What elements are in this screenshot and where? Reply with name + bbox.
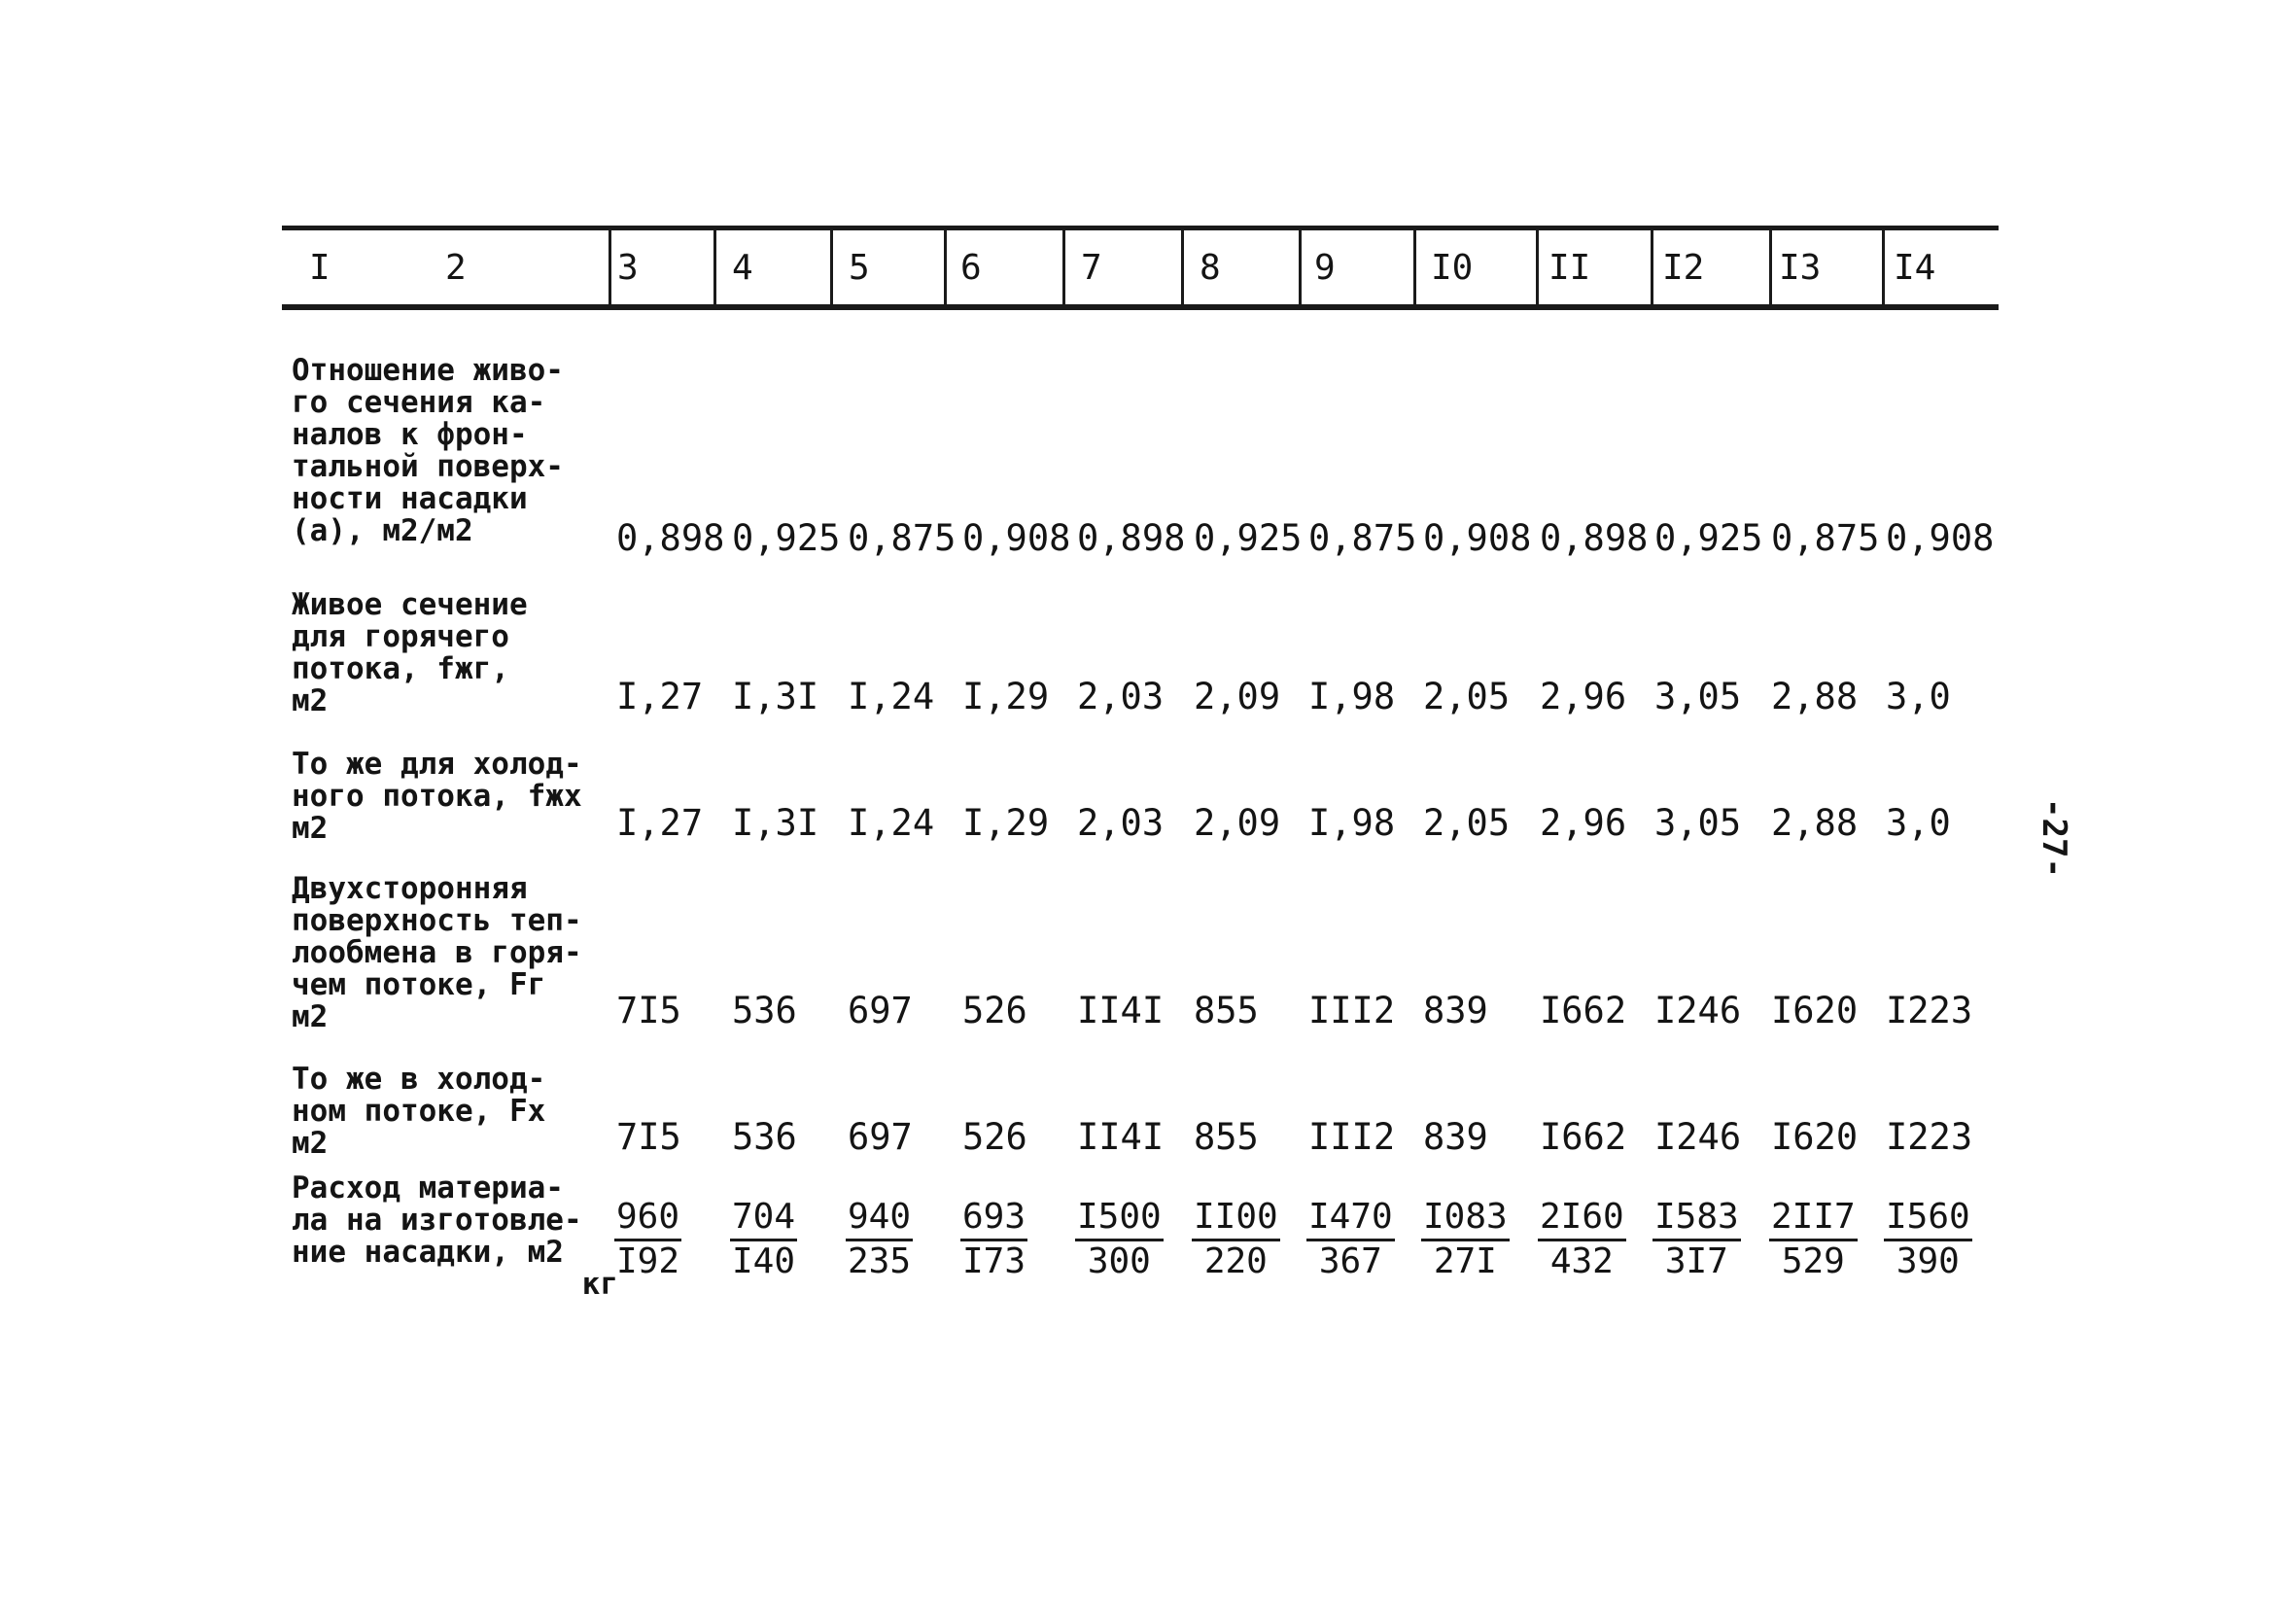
cell-value: 697 [848, 990, 913, 1031]
cell-value: 3,0 [1886, 802, 1951, 844]
fraction-denominator: 300 [1087, 1241, 1151, 1281]
row-label-hot-flow-surface: Двухсторонняя поверхность теп- лообмена в горя- чем потоке, Fг м2 [292, 871, 582, 1034]
row-label-material-consumption: Расход материа- ла на изготовле- ние насадки, м2 кг [292, 1170, 618, 1302]
fraction-numerator: 960 [614, 1198, 681, 1241]
fraction-cell [1884, 1198, 1972, 1282]
fraction-numerator: I083 [1421, 1198, 1510, 1241]
header-col-7: 7 [1081, 247, 1102, 288]
fraction-denominator: 367 [1318, 1241, 1382, 1281]
header-col-8: 8 [1200, 247, 1221, 288]
fraction-numerator: 2I60 [1538, 1198, 1626, 1241]
header-col-10: I0 [1431, 247, 1474, 288]
cell-value: 0,898 [1077, 517, 1186, 559]
column-divider [1181, 226, 1184, 309]
fraction-numerator: I583 [1652, 1198, 1741, 1241]
cell-value: I,24 [848, 802, 935, 844]
cell-value: I246 [1654, 990, 1742, 1031]
row-label-open-area-ratio: Отношение живо- го сечения ка- налов к фрон- тальной поверх- ности насадки (a), м2/м2 [292, 353, 564, 548]
cell-value: I,27 [616, 676, 704, 717]
header-col-9: 9 [1314, 247, 1336, 288]
fraction-numerator: I470 [1306, 1198, 1395, 1241]
fraction-numerator: 704 [730, 1198, 797, 1241]
cell-value: 0,908 [962, 517, 1071, 559]
cell-value: I,98 [1308, 676, 1396, 717]
cell-value: 0,925 [1194, 517, 1303, 559]
cell-value: 526 [962, 990, 1027, 1031]
cell-value: II4I [1077, 1116, 1165, 1158]
row-label-cold-flow-area: То же для холод- ного потока, fжх м2 [292, 747, 582, 846]
cell-value: 2,05 [1423, 802, 1511, 844]
cell-value: 0,898 [616, 517, 725, 559]
fraction-denominator: I73 [962, 1241, 1026, 1281]
cell-value: 2,03 [1077, 676, 1165, 717]
cell-value: I,29 [962, 676, 1050, 717]
column-divider [1413, 226, 1416, 309]
cell-value: 2,09 [1194, 802, 1281, 844]
row-label-cold-flow-surface: То же в холод- ном потоке, Fх м2 [292, 1062, 546, 1161]
cell-value: 2,96 [1540, 676, 1627, 717]
cell-value: I223 [1886, 1116, 1973, 1158]
fraction-cell [614, 1198, 681, 1282]
fraction-denominator: 529 [1781, 1241, 1845, 1281]
fraction-cell [1075, 1198, 1164, 1282]
cell-value: 0,908 [1423, 517, 1532, 559]
cell-value: I620 [1771, 990, 1859, 1031]
fraction-numerator: 693 [960, 1198, 1027, 1241]
cell-value: III2 [1308, 990, 1396, 1031]
fraction-numerator: 2II7 [1769, 1198, 1858, 1241]
cell-value: 3,05 [1654, 802, 1742, 844]
header-col-12: I2 [1662, 247, 1705, 288]
cell-value: 0,925 [732, 517, 841, 559]
fraction-cell [1192, 1198, 1280, 1282]
fraction-cell [846, 1198, 913, 1282]
cell-value: 0,875 [1308, 517, 1417, 559]
fraction-denominator: I40 [732, 1241, 796, 1281]
header-col-14: I4 [1894, 247, 1936, 288]
header-col-2: 2 [445, 247, 467, 288]
column-divider [830, 226, 833, 309]
cell-value: 2,03 [1077, 802, 1165, 844]
cell-value: 0,908 [1886, 517, 1995, 559]
fraction-cell [960, 1198, 1027, 1282]
fraction-cell [1538, 1198, 1626, 1282]
fraction-denominator: 432 [1549, 1241, 1614, 1281]
cell-value: 2,05 [1423, 676, 1511, 717]
cell-value: 855 [1194, 1116, 1259, 1158]
cell-value: 0,875 [848, 517, 957, 559]
column-divider [713, 226, 716, 309]
header-col-6: 6 [960, 247, 982, 288]
fraction-denominator: I92 [616, 1241, 680, 1281]
cell-value: 536 [732, 1116, 797, 1158]
fraction-numerator: I560 [1884, 1198, 1972, 1241]
header-col-13: I3 [1779, 247, 1822, 288]
cell-value: I,3I [732, 676, 819, 717]
fraction-cell [1652, 1198, 1741, 1282]
header-col-1: I [309, 247, 330, 288]
cell-value: I223 [1886, 990, 1973, 1031]
cell-value: 697 [848, 1116, 913, 1158]
cell-value: I662 [1540, 990, 1627, 1031]
column-divider [1062, 226, 1065, 309]
header-col-3: 3 [617, 247, 639, 288]
cell-value: 839 [1423, 1116, 1488, 1158]
cell-value: I,98 [1308, 802, 1396, 844]
cell-value: 3,0 [1886, 676, 1951, 717]
table-header-bottom-rule [282, 304, 1999, 310]
column-divider [1536, 226, 1539, 309]
cell-value: 536 [732, 990, 797, 1031]
cell-value: 0,875 [1771, 517, 1880, 559]
cell-value: 7I5 [616, 990, 681, 1031]
cell-value: 7I5 [616, 1116, 681, 1158]
column-divider [944, 226, 947, 309]
cell-value: 526 [962, 1116, 1027, 1158]
table-top-rule [282, 226, 1999, 230]
fraction-denominator: 235 [848, 1241, 912, 1281]
column-divider [1882, 226, 1885, 309]
fraction-numerator: II00 [1192, 1198, 1280, 1241]
cell-value: III2 [1308, 1116, 1396, 1158]
fraction-cell [1421, 1198, 1510, 1282]
cell-value: 3,05 [1654, 676, 1742, 717]
cell-value: 855 [1194, 990, 1259, 1031]
cell-value: I,24 [848, 676, 935, 717]
cell-value: 0,925 [1654, 517, 1763, 559]
cell-value: 2,88 [1771, 802, 1859, 844]
header-col-4: 4 [732, 247, 753, 288]
cell-value: 839 [1423, 990, 1488, 1031]
cell-value: I662 [1540, 1116, 1627, 1158]
fraction-cell [730, 1198, 797, 1282]
cell-value: 2,09 [1194, 676, 1281, 717]
fraction-numerator: I500 [1075, 1198, 1164, 1241]
cell-value: I,29 [962, 802, 1050, 844]
cell-value: 0,898 [1540, 517, 1649, 559]
column-divider [1651, 226, 1653, 309]
fraction-denominator: 27I [1433, 1241, 1497, 1281]
column-divider [1299, 226, 1302, 309]
row-label-hot-flow-area: Живое сечение для горячего потока, fжг, м2 [292, 587, 528, 718]
cell-value: I,3I [732, 802, 819, 844]
cell-value: I,27 [616, 802, 704, 844]
header-col-5: 5 [849, 247, 870, 288]
cell-value: I620 [1771, 1116, 1859, 1158]
fraction-denominator: 390 [1896, 1241, 1960, 1281]
fraction-cell [1306, 1198, 1395, 1282]
cell-value: 2,96 [1540, 802, 1627, 844]
fraction-denominator: 3I7 [1664, 1241, 1728, 1281]
fraction-denominator: 220 [1203, 1241, 1268, 1281]
page-number: -27- [2034, 798, 2073, 878]
cell-value: I246 [1654, 1116, 1742, 1158]
cell-value: II4I [1077, 990, 1165, 1031]
fraction-numerator: 940 [846, 1198, 913, 1241]
fraction-cell [1769, 1198, 1858, 1282]
header-col-11: II [1548, 247, 1591, 288]
cell-value: 2,88 [1771, 676, 1859, 717]
